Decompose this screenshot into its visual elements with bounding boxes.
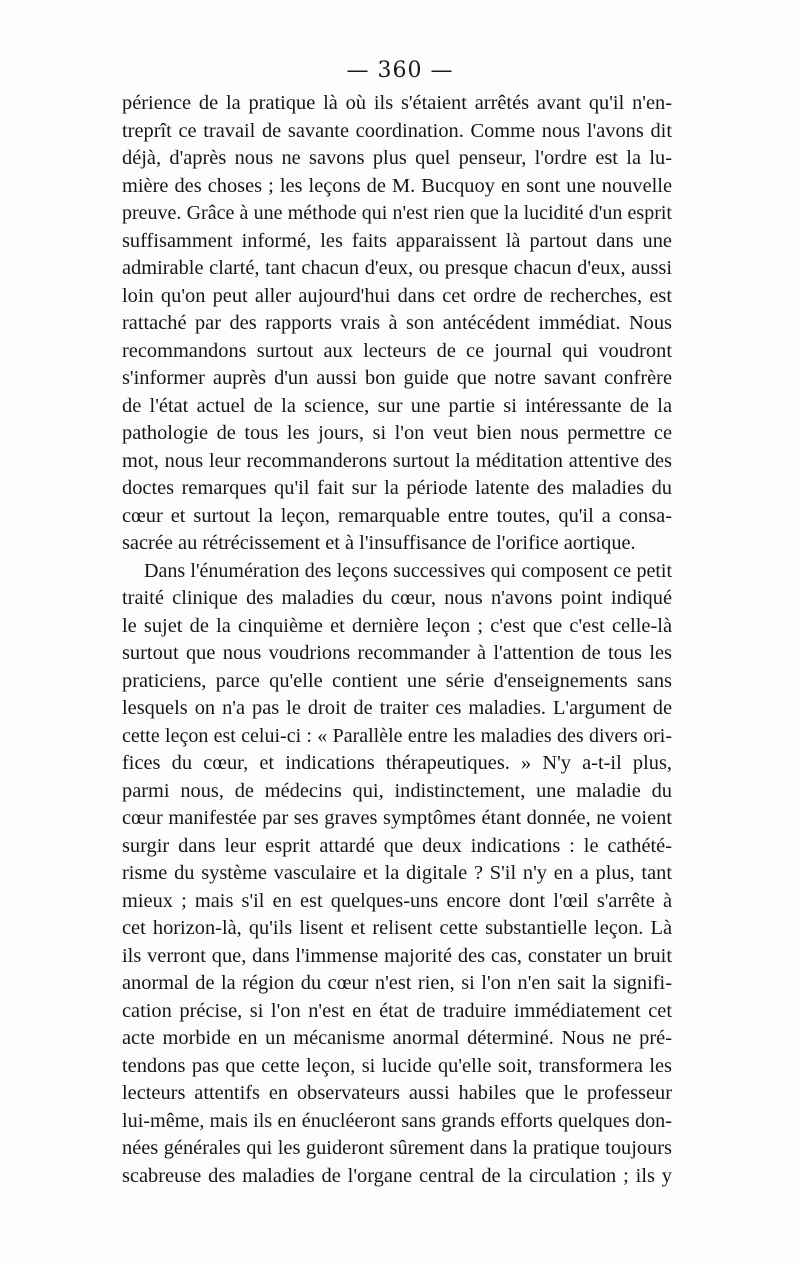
text-line: cœur et surtout la leçon, remarquable entre toutes, qu'il a consa- <box>122 504 672 527</box>
text-line: lesquels on n'a pas le droit de traiter ces maladies. L'argument de <box>122 697 672 719</box>
text-line: de l'état actuel de la science, sur une partie si intéressante de la <box>122 394 672 417</box>
text-line: fices du cœur, et indications thérapeutiques. » N'y a-t-il plus, <box>122 752 672 774</box>
text-line: surtout que nous voudrions recommander à l'attention de tous les <box>122 642 672 664</box>
text-line: doctes remarques qu'il fait sur la période latente des maladies du <box>122 477 672 499</box>
text-line: pathologie de tous les jours, si l'on veut bien nous permettre ce <box>122 422 672 444</box>
text-line: anormal de la région du cœur n'est rien, si l'on n'en sait la signifi- <box>122 972 672 994</box>
text-line: Dans l'énumération des leçons successives qui composent ce petit <box>144 559 672 582</box>
text-line: admirable clarté, tant chacun d'eux, ou presque chacun d'eux, aussi <box>122 257 672 279</box>
text-line: le sujet de la cinquième et dernière leçon ; c'est que c'est celle-là <box>122 614 672 637</box>
text-line: praticiens, parce qu'elle contient une série d'enseignements sans <box>122 669 672 692</box>
text-line: scabreuse des maladies de l'organe central de la circulation ; ils y <box>122 1164 672 1187</box>
text-line: mot, nous leur recommanderons surtout la méditation attentive des <box>122 449 672 472</box>
text-line: s'informer auprès d'un aussi bon guide que notre savant confrère <box>122 367 672 389</box>
text-line: risme du système vasculaire et la digitale ? S'il n'y en a plus, tant <box>122 862 672 884</box>
text-line: sacrée au rétrécissement et à l'insuffisance de l'orifice aortique. <box>122 532 636 554</box>
paragraph-1 <box>122 90 672 558</box>
text-line: loin qu'on peut aller aujourd'hui dans cet ordre de recherches, est <box>122 284 672 307</box>
text-line: périence de la pratique là où ils s'étaient arrêtés avant qu'il n'en- <box>122 92 672 114</box>
text-line: cette leçon est celui-ci : « Parallèle entre les maladies des divers ori- <box>122 724 672 747</box>
text-line: suffisamment informé, les faits apparaissent là partout dans une <box>122 229 672 252</box>
text-line: cet horizon-là, qu'ils lisent et relisent cette substantielle leçon. Là <box>122 917 672 939</box>
text-line: ils verront que, dans l'immense majorité des cas, constater un bruit <box>122 944 672 967</box>
text-line: nées générales qui les guideront sûrement dans la pratique toujours <box>122 1137 672 1159</box>
paragraph-2 <box>122 558 672 1191</box>
body-text <box>122 90 672 1190</box>
text-line: surgir dans leur esprit attardé que deux indications : le cathété- <box>122 834 672 857</box>
text-line: déjà, d'après nous ne savons plus quel penseur, l'ordre est la lu- <box>122 147 672 169</box>
page-number: — 360 — <box>346 58 454 83</box>
text-line: mière des choses ; les leçons de M. Bucquoy en sont une nouvelle <box>122 174 672 197</box>
text-line: tendons pas que cette leçon, si lucide qu'elle soit, transformera les <box>122 1054 672 1077</box>
text-line: traité clinique des maladies du cœur, nous n'avons point indiqué <box>122 587 672 609</box>
text-line: lui-même, mais ils en énucléeront sans grands efforts quelques don- <box>122 1109 672 1132</box>
text-line: lecteurs attentifs en observateurs aussi habiles que le professeur <box>122 1082 672 1104</box>
text-line: preuve. Grâce à une méthode qui n'est rien que la lucidité d'un esprit <box>122 202 672 224</box>
text-line: rattaché par des rapports vrais à son antécédent immédiat. Nous <box>122 312 672 334</box>
text-line: acte morbide en un mécanisme anormal déterminé. Nous ne pré- <box>122 1027 672 1049</box>
text-line: treprît ce travail de savante coordination. Comme nous l'avons dit <box>122 119 672 142</box>
text-line: parmi nous, de médecins qui, indistinctement, une maladie du <box>122 779 672 802</box>
text-line: mieux ; mais s'il en est quelques-uns encore dont l'œil s'arrête à <box>122 889 672 912</box>
text-line: recommandons surtout aux lecteurs de ce journal qui voudront <box>122 339 672 362</box>
text-line: cœur manifestée par ses graves symptômes étant donnée, ne voient <box>122 807 672 829</box>
text-line: cation précise, si l'on n'est en état de traduire immédiatement cet <box>122 999 672 1022</box>
